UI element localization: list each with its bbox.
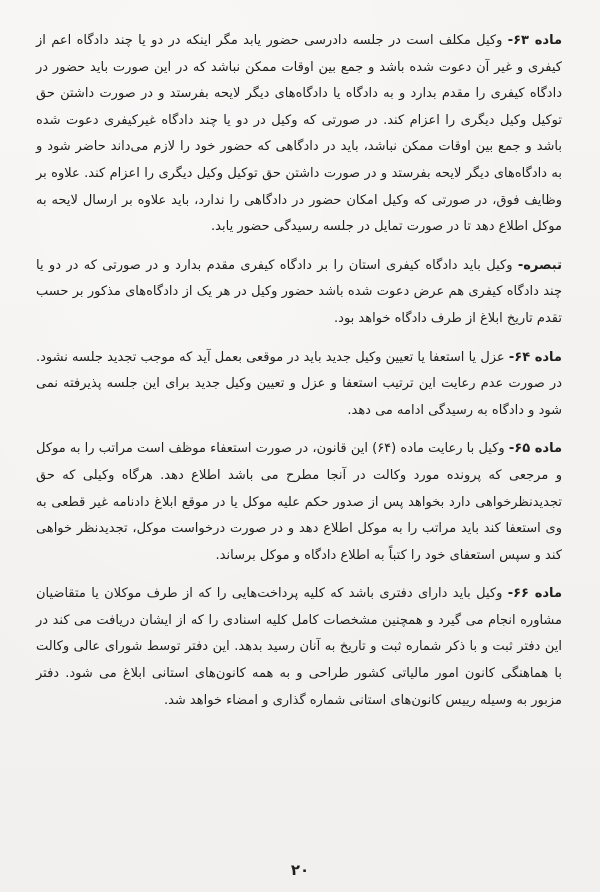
article-66-text: وکیل باید دارای دفتری باشد که کلیه پرداخت‌هایی را که از طرف موکلان یا متقاضیان مشاوره انجام می گیرد و همچنین مشخصات کامل کلیه اسنادی را که از ایشان دریافت می کند در این دفتر ثبت و با ذکر شماره ثبت و تاریخ به آنان رسید بدهد. این دفتر توسط شورای عالی وکالت با هماهنگی کانون امور مالیاتی کشور طراحی و به همه کانون‌های استانی ابلاغ می شود. دفتر مزبور به وسیله رییس کانون‌های استانی شماره گذاری و امضاء خواهد شد. — [36, 586, 562, 708]
article-63 — [36, 28, 562, 241]
note-paragraph — [36, 253, 562, 333]
note-label: تبصره- — [517, 257, 562, 273]
article-64 — [36, 345, 562, 425]
article-63-text: وکیل مکلف است در جلسه دادرسی حضور یابد مگر اینکه در دو یا چند دادگاه اعم از کیفری و غیر آن دعوت شده باشد و جمع بین اوقات ممکن نباشد که در این صورت باید حضور در دادگاه کیفری را مقدم بدارد و به دادگاه یا دادگاه‌های دیگر لایحه بفرستد و در صورت داشتن حق توکیل وکیل دیگری را اعزام کند. در صورتی که وکیل در دو یا چند دادگاه غیرکیفری دعوت شده باشد و جمع بین اوقات ممکن نباشد، باید در دادگاهی که حضور خود را لازم می‌داند حاضر شود و به دادگاه‌های دیگر لایحه بفرستد و در صورت داشتن حق توکیل وکیل دیگری را اعزام کند. علاوه بر وظایف فوق، در صورتی که وکیل امکان حضور در دادگاهی را ندارد، باید علاوه بر ارسال لایحه به موکل اطلاع دهد تا در صورت تمایل در جلسه رسیدگی حضور یابد. — [36, 33, 562, 235]
article-66-label: ماده ۶۶- — [507, 586, 562, 602]
article-65-label: ماده ۶۵- — [508, 441, 563, 457]
note-text: وکیل باید دادگاه کیفری استان را بر دادگاه کیفری مقدم بدارد و در صورتی که در دو یا چند دادگاه کیفری هم عرض دعوت شده باشد حضور وکیل در هر یک از دادگاه‌های مذکور بر حسب تقدم تاریخ ابلاغ از طرف دادگاه خواهد بود. — [36, 257, 562, 326]
page-number: ۲۰ — [290, 861, 310, 879]
article-63-label: ماده ۶۳- — [507, 33, 563, 48]
article-66 — [36, 581, 562, 714]
article-65-text: وکیل با رعایت ماده (۶۴) این قانون، در صورت استعفاء موظف است مراتب را به موکل و مرجعی که پرونده مورد وکالت در آنجا مطرح می باشد اطلاع دهد. هرگاه وکیلی که حق تجدیدنظرخواهی دارد بخواهد پس از صدور حکم علیه موکل یا در موقع ابلاغ دادنامه غیر قطعی به وی استعفا کند باید مراتب را به موکل اطلاع دهد و در صورت درخواست موکل، تجدیدنظر خواهی کند و سپس استعفای خود را کتباً به اطلاع دادگاه و موکل برساند. — [36, 441, 562, 563]
document-body — [36, 28, 562, 714]
article-64-text: عزل یا استعفا یا تعیین وکیل جدید باید در موقعی بعمل آید که موجب تجدید جلسه نشود. در صورت عدم رعایت این ترتیب استعفا و عزل و تعیین وکیل جدید برای این جلسه پذیرفته نمی شود و دادگاه به رسیدگی ادامه می دهد. — [36, 349, 562, 418]
article-64-label: ماده ۶۴- — [508, 349, 562, 365]
article-65 — [36, 436, 562, 569]
